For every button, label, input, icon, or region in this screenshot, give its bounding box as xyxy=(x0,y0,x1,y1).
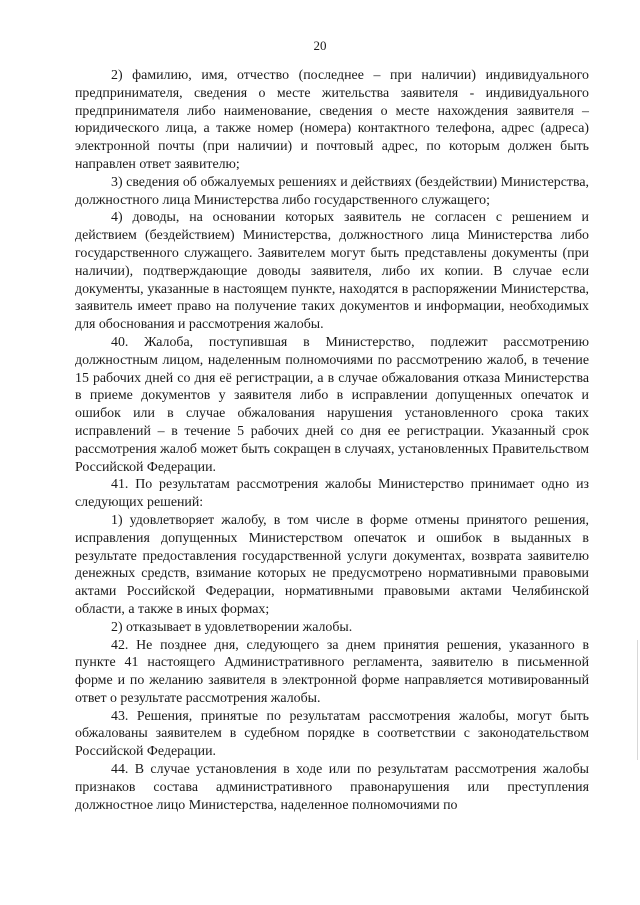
scan-edge-line xyxy=(637,640,638,760)
paragraph-decision-2: 2) отказывает в удовлетворении жалобы. xyxy=(111,619,353,635)
paragraph-clause-41: 41. По результатам рассмотрения жалобы Министерство принимает одно из следующих решений: xyxy=(75,477,589,511)
document-body xyxy=(75,67,589,814)
paragraph-clause-40: 40. Жалоба, поступившая в Министерство, подлежит рассмотрению должностным лицом, наделенным полномочиями по рассмотрению жалоб, в течение 15 рабочих дней со дня её регистрации, а в случае обжалования отказа Министерства в приеме документов у заявителя либо в исправлении допущенных опечаток и ошибок или в случае обжалования нарушения установленного срока таких исправлений – в течение 5 рабочих дней со дня ее регистрации. Указанный срок рассмотрения жалоб может быть сокращен в случаях, установленных Правительством Российской Федерации. xyxy=(75,334,589,475)
paragraph-clause-42: 42. Не позднее дня, следующего за днем принятия решения, указанного в пункте 41 настоящего Административного регламента, заявителю в письменной форме и по желанию заявителя в электронной форме направляется мотивированный ответ о результате рассмотрения жалобы. xyxy=(75,637,589,706)
paragraph-clause-43: 43. Решения, принятые по результатам рассмотрения жалобы, могут быть обжалованы заявителем в судебном порядке в соответствии с законодательством Российской Федерации. xyxy=(75,708,589,760)
paragraph-item-3: 3) сведения об обжалуемых решениях и действиях (бездействии) Министерства, должностного лица Министерства либо государственного служащего; xyxy=(75,174,589,208)
paragraph-item-2: 2) фамилию, имя, отчество (последнее – при наличии) индивидуального предпринимателя, сведения о месте жительства заявителя - индивидуального предпринимателя либо наименование, сведения о месте нахождения заявителя – юридического лица, а также номер (номера) контактного телефона, адрес (адреса) электронной почты (при наличии) и почтовый адрес, по которым должен быть направлен ответ заявителю; xyxy=(75,68,589,172)
paragraph-item-4: 4) доводы, на основании которых заявитель не согласен с решением и действием (бездействием) Министерства, должностного лица Министерства либо государственного служащего. Заявителем могут быть представлены документы (при наличии), подтверждающие доводы заявителя, либо их копии. В случае если документы, указанные в настоящем пункте, находятся в распоряжении Министерства, заявитель имеет право на получение таких документов и информации, необходимых для обоснования и рассмотрения жалобы. xyxy=(75,210,589,333)
page-number: 20 xyxy=(313,38,327,53)
paragraph-decision-1: 1) удовлетворяет жалобу, в том числе в форме отмены принятого решения, исправления допущенных Министерством опечаток и ошибок в выданных в результате предоставления государственной услуги документах, возврата заявителю денежных средств, взимание которых не предусмотрено нормативными правовыми актами Российской Федерации, нормативными правовыми актами Челябинской области, а также в иных формах; xyxy=(75,512,589,617)
paragraph-clause-44: 44. В случае установления в ходе или по результатам рассмотрения жалобы признаков состава административного правонарушения или преступления должностное лицо Министерства, наделенное полномочиями по xyxy=(75,762,589,813)
